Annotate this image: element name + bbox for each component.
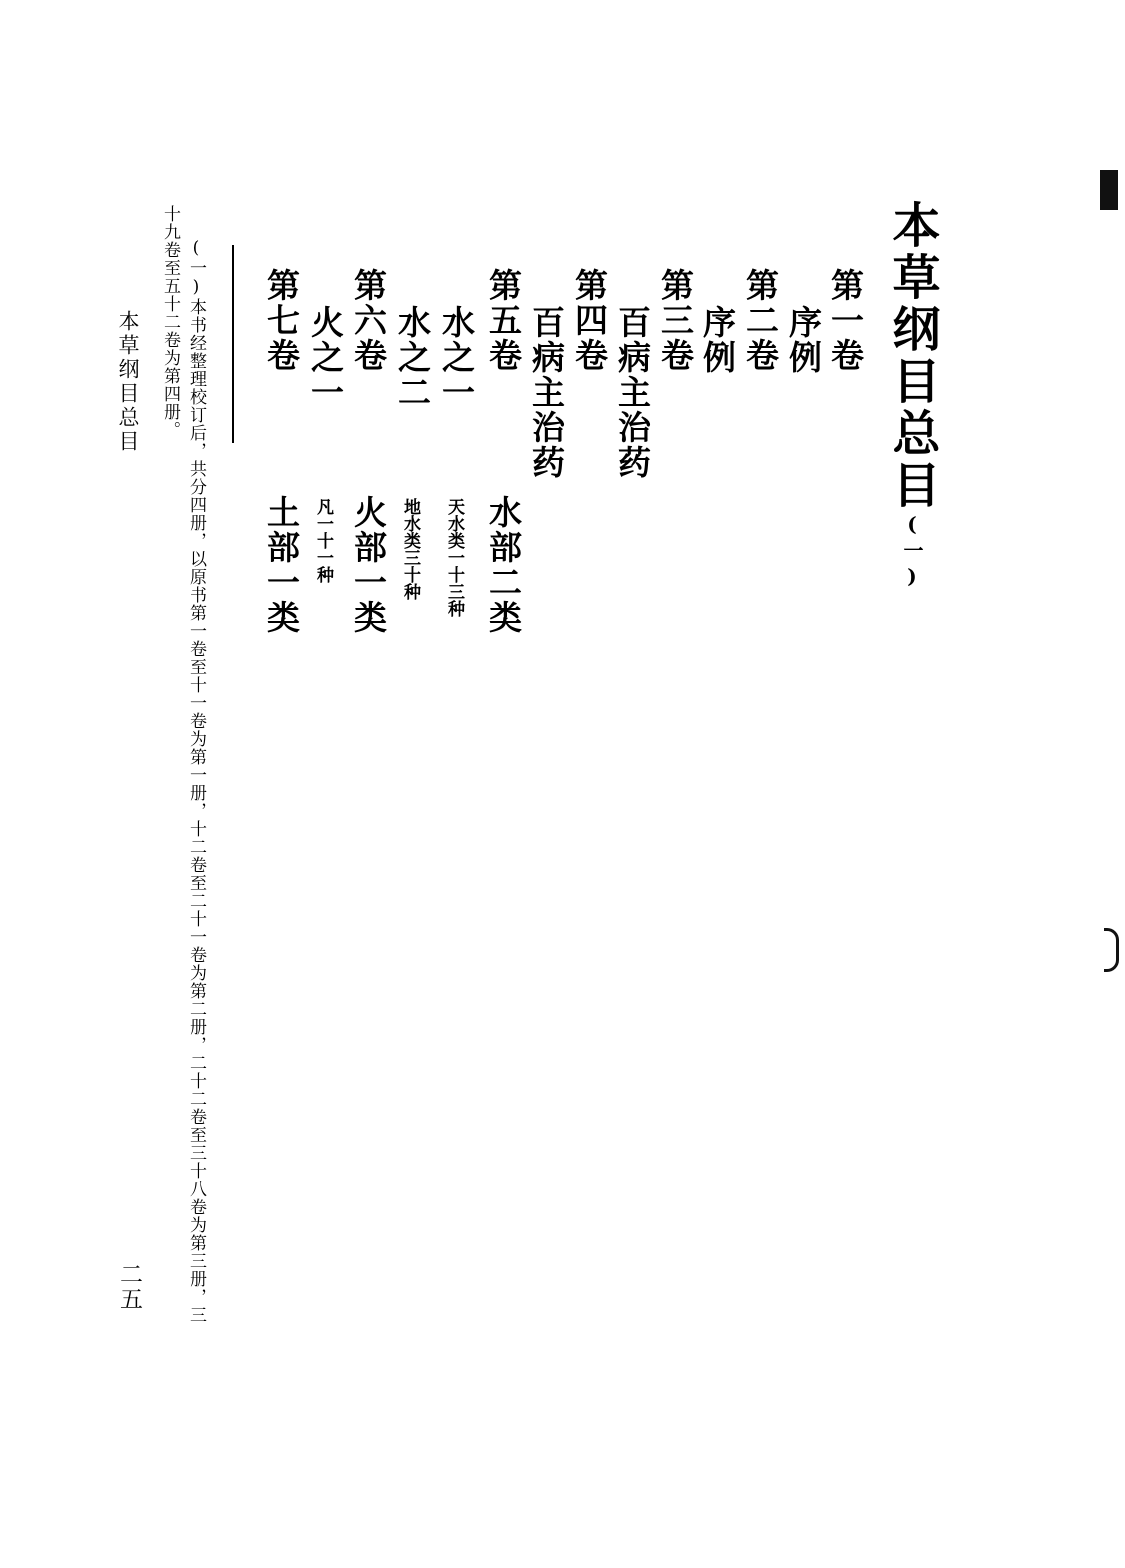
entry-xuli-1: 序例: [784, 305, 823, 375]
edge-mark-middle: [1104, 928, 1119, 972]
footnote-line-1: [184, 238, 209, 1324]
entry-water-2: 水之二: [393, 305, 432, 410]
page-number: 二五: [116, 1262, 142, 1312]
section-water-2: 水部二类: [484, 495, 523, 635]
title-note-marker: (一): [900, 512, 924, 592]
entry-juan-3: 第三卷: [656, 268, 695, 373]
section-fire-1: 火部一类: [349, 495, 388, 635]
detail-fire: 凡一十一种: [313, 498, 333, 583]
entry-juan-4: 第四卷: [570, 268, 609, 373]
edge-mark-top: [1100, 170, 1118, 210]
entry-water-1: 水之一: [437, 305, 476, 410]
footnote-text-1: 本书经整理校订后，共分四册，以原书第一卷至十一卷为第一册，十二卷至二十一卷为第二册，二十二卷至三十八卷为第三册，三: [186, 298, 206, 1324]
entry-baibing-4: 百病主治药: [527, 305, 566, 480]
running-head: 本草纲目总目: [116, 310, 140, 454]
footnote-line-2: 十九卷至五十二卷为第四册。: [160, 205, 180, 439]
page-title: [878, 200, 947, 592]
entry-xuli-2: 序例: [698, 305, 737, 375]
entry-baibing-3: 百病主治药: [613, 305, 652, 480]
entry-juan-7: 第七卷: [262, 268, 301, 373]
section-earth-1: 土部一类: [262, 495, 301, 635]
footnote-rule: [232, 245, 234, 443]
entry-juan-2: 第二卷: [741, 268, 780, 373]
entry-juan-1: 第一卷: [826, 268, 865, 373]
entry-juan-6: 第六卷: [349, 268, 388, 373]
detail-tianshui: 天水类一十三种: [444, 498, 464, 617]
entry-fire-1: 火之一: [306, 305, 345, 410]
entry-juan-5: 第五卷: [484, 268, 523, 373]
title-text: 本草纲目总目: [884, 200, 940, 512]
detail-dishui: 地水类三十种: [400, 498, 420, 600]
footnote-marker: (一): [186, 238, 206, 298]
